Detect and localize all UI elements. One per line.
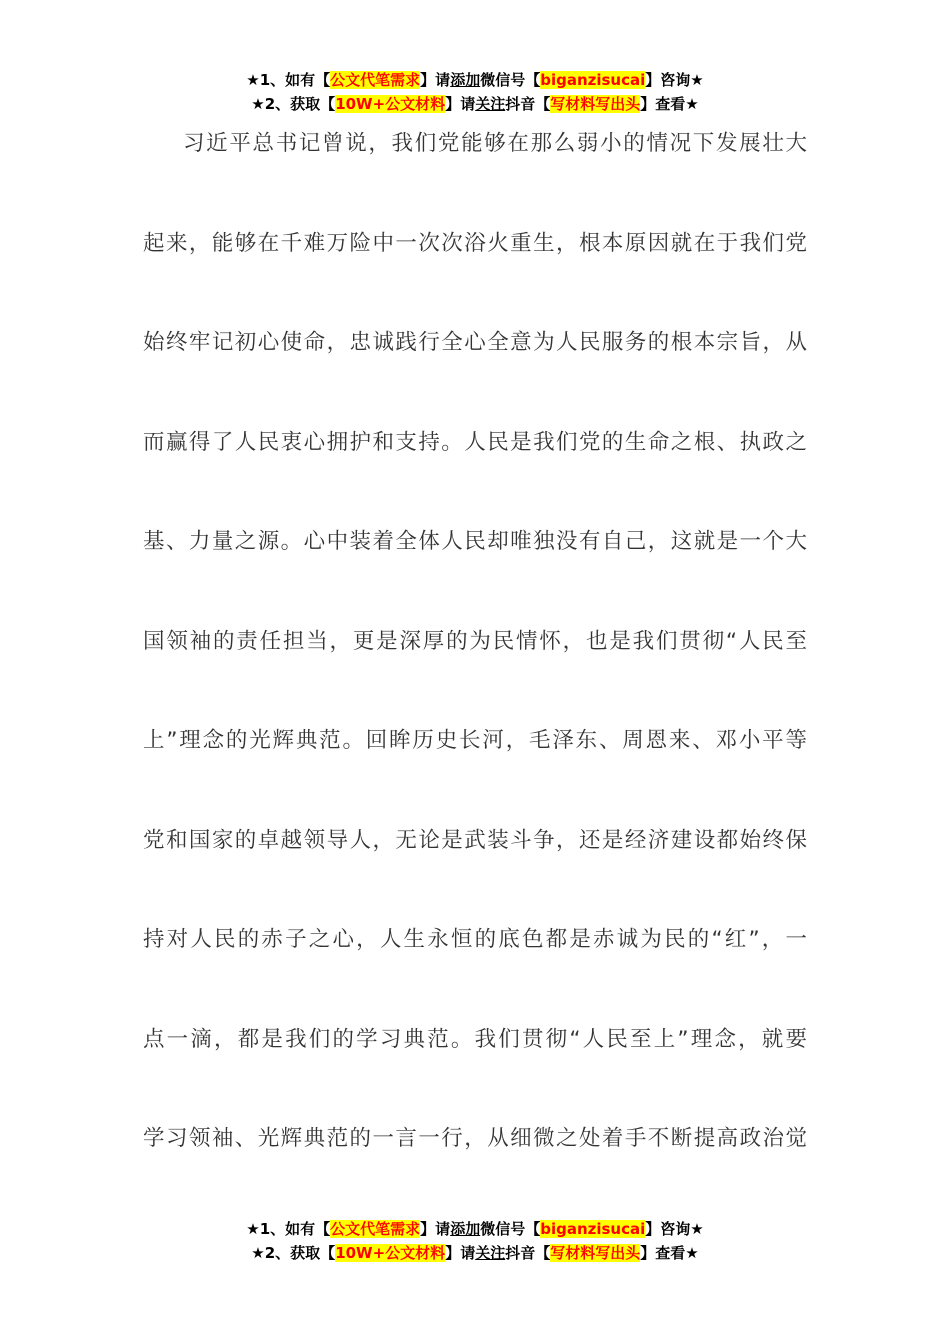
banner-text: 】请 xyxy=(445,1244,476,1262)
banner-text: 抖音【 xyxy=(505,1244,551,1262)
banner-text: 微信号【 xyxy=(480,1220,541,1238)
body-line: 国领袖的责任担当，更是深厚的为民情怀，也是我们贯彻“人民至 xyxy=(143,628,807,654)
banner-line-1 xyxy=(0,1217,950,1241)
highlight-wechat-id: biganzisucai xyxy=(540,71,646,89)
highlight-materials: 10W+公文材料 xyxy=(335,1244,446,1262)
highlight-service: 公文代笔需求 xyxy=(330,71,421,89)
header-banner xyxy=(0,68,950,116)
underlined-text: 关注 xyxy=(475,95,506,113)
underlined-text: 关注 xyxy=(475,1244,506,1262)
banner-line-2 xyxy=(0,92,950,116)
body-line: 上”理念的光辉典范。回眸历史长河，毛泽东、周恩来、邓小平等 xyxy=(143,728,807,753)
body-line: 始终牢记初心使命，忠诚践行全心全意为人民服务的根本宗旨，从 xyxy=(143,330,807,355)
banner-text: ★2、获取【 xyxy=(251,1244,336,1262)
banner-text: 】咨询★ xyxy=(645,71,704,89)
highlight-materials: 10W+公文材料 xyxy=(335,95,446,113)
body-line: 点一滴，都是我们的学习典范。我们贯彻“人民至上”理念，就要 xyxy=(143,1026,807,1052)
body-line: 持对人民的赤子之心，人生永恒的底色都是赤诚为民的“红”，一 xyxy=(143,927,807,952)
body-line: 起来，能够在千难万险中一次次浴火重生，根本原因就在于我们党 xyxy=(143,230,807,256)
banner-text: 微信号【 xyxy=(480,71,541,89)
banner-text: 】请 xyxy=(445,95,476,113)
highlight-douyin-account: 写材料写出头 xyxy=(550,1244,641,1262)
body-line: 习近平总书记曾说，我们党能够在那么弱小的情况下发展壮大 xyxy=(183,131,807,156)
banner-text: 】请 xyxy=(420,1220,451,1238)
banner-text: ★2、获取【 xyxy=(251,95,336,113)
body-line: 党和国家的卓越领导人，无论是武装斗争，还是经济建设都始终保 xyxy=(143,827,807,853)
banner-text: 】咨询★ xyxy=(645,1220,704,1238)
highlight-douyin-account: 写材料写出头 xyxy=(550,95,641,113)
underlined-text: 添加 xyxy=(450,71,481,89)
banner-text: 抖音【 xyxy=(505,95,551,113)
highlight-wechat-id: biganzisucai xyxy=(540,1220,646,1238)
underlined-text: 添加 xyxy=(450,1220,481,1238)
footer-banner xyxy=(0,1217,950,1265)
body-line: 而赢得了人民衷心拥护和支持。人民是我们党的生命之根、执政之 xyxy=(143,429,807,455)
banner-text: 】查看★ xyxy=(640,95,699,113)
body-line: 学习领袖、光辉典范的一言一行，从细微之处着手不断提高政治觉 xyxy=(143,1126,807,1151)
highlight-service: 公文代笔需求 xyxy=(330,1220,421,1238)
document-body xyxy=(143,124,807,1159)
banner-line-2 xyxy=(0,1241,950,1265)
body-line: 基、力量之源。心中装着全体人民却唯独没有自己，这就是一个大 xyxy=(143,529,807,554)
banner-text: ★1、如有【 xyxy=(246,71,331,89)
banner-text: 】请 xyxy=(420,71,451,89)
banner-text: ★1、如有【 xyxy=(246,1220,331,1238)
banner-line-1 xyxy=(0,68,950,92)
banner-text: 】查看★ xyxy=(640,1244,699,1262)
